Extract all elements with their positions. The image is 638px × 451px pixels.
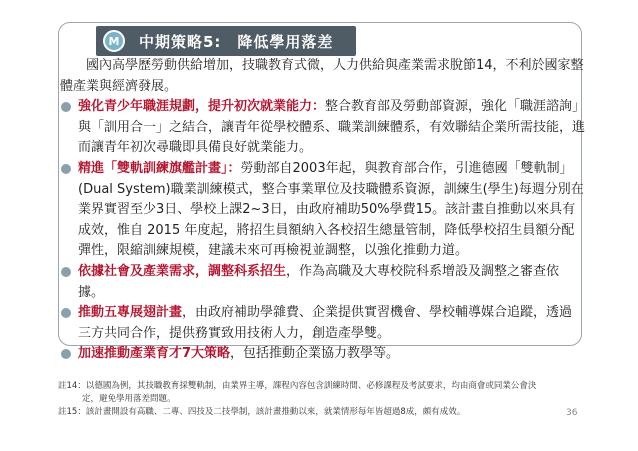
footnotes bbox=[58, 380, 578, 419]
bullet-text: ，作為高職及大專校院科系增設及調整之審查依據。 bbox=[78, 263, 560, 300]
section-title: 中期策略5: 降低學用落差 bbox=[139, 32, 334, 51]
bullet-text: ，由政府補助學雜費、企業提供實習機會、學校輔導媒合追蹤，透過三方共同合作，提供務實致用技術人力，創造產學雙。 bbox=[78, 305, 573, 341]
bullet-highlight: 依據社會及產業需求，調整科系招生 bbox=[78, 263, 287, 279]
bullet-highlight: 精進「雙軌訓練旗艦計畫」： bbox=[78, 160, 241, 176]
footnote-15: 註15：該計畫開設有高職、二專、四技及二技學制，該計畫推動以來，就業情形每年皆超過8成，頗有成效。 bbox=[58, 407, 466, 417]
bullet-text: ，包括推動企業協力教學等。 bbox=[230, 346, 400, 362]
footnote-14: 註14：以德國為例，其技職教育採雙軌制，由業界主導，課程內容包含訓練時間、必修課程及考試要求，均由商會或同業公會決 bbox=[58, 381, 537, 391]
bullet-item bbox=[60, 344, 585, 365]
bullet-icon bbox=[61, 349, 71, 359]
bullet-icon bbox=[61, 164, 71, 174]
bullet-item bbox=[60, 262, 585, 303]
bullet-highlight: 強化青少年職涯規劃，提升初次就業能力： bbox=[78, 99, 326, 115]
bullet-icon bbox=[61, 267, 71, 277]
page-number: 36 bbox=[566, 408, 578, 418]
bullet-text: 勞動部自2003年起，與教育部合作，引進德國「雙軌制」(Dual System)職業訓練模式，整合事業單位及技職體系資源，訓練生(學生)每週分別在業界實習至少3日、學校上課2~3日，由政府補助50%學費15。該計畫自推動以來具有成效，惟自 2015 年度起，將招生員額納入各校招生總量管制，降低學校招生員額分配彈性，限縮訓練規模，建議未來可再檢視並調整，以強化推動力道。 bbox=[78, 160, 584, 259]
bullet-highlight: 加速推動產業育才7大策略 bbox=[78, 346, 231, 362]
section-badge: M bbox=[103, 30, 125, 52]
bullet-highlight: 推動五專展翅計畫 bbox=[78, 305, 183, 321]
intro-paragraph: 國內高學歷勞動供給增加，技職教育式微，人力供給與產業需求脫節14，不利於國家整體產業與經濟發展。 bbox=[60, 58, 584, 94]
section-title-bar bbox=[96, 26, 356, 56]
bullet-item bbox=[60, 97, 585, 159]
bullet-item bbox=[60, 159, 585, 262]
bullet-icon bbox=[61, 102, 71, 112]
main-text bbox=[60, 56, 585, 365]
footnote-14-continued: 定，避免學用落差問題。 bbox=[82, 394, 176, 404]
bullet-item bbox=[60, 303, 585, 344]
bullet-icon bbox=[61, 308, 71, 318]
bullet-text: 整合教育部及勞動部資源，強化「職涯諮詢」與「訓用合一」之結合，讓青年從學校體系、職業訓練體系，有效聯結企業所需技能，進而讓青年初次尋職即具備良好就業能力。 bbox=[78, 99, 586, 156]
